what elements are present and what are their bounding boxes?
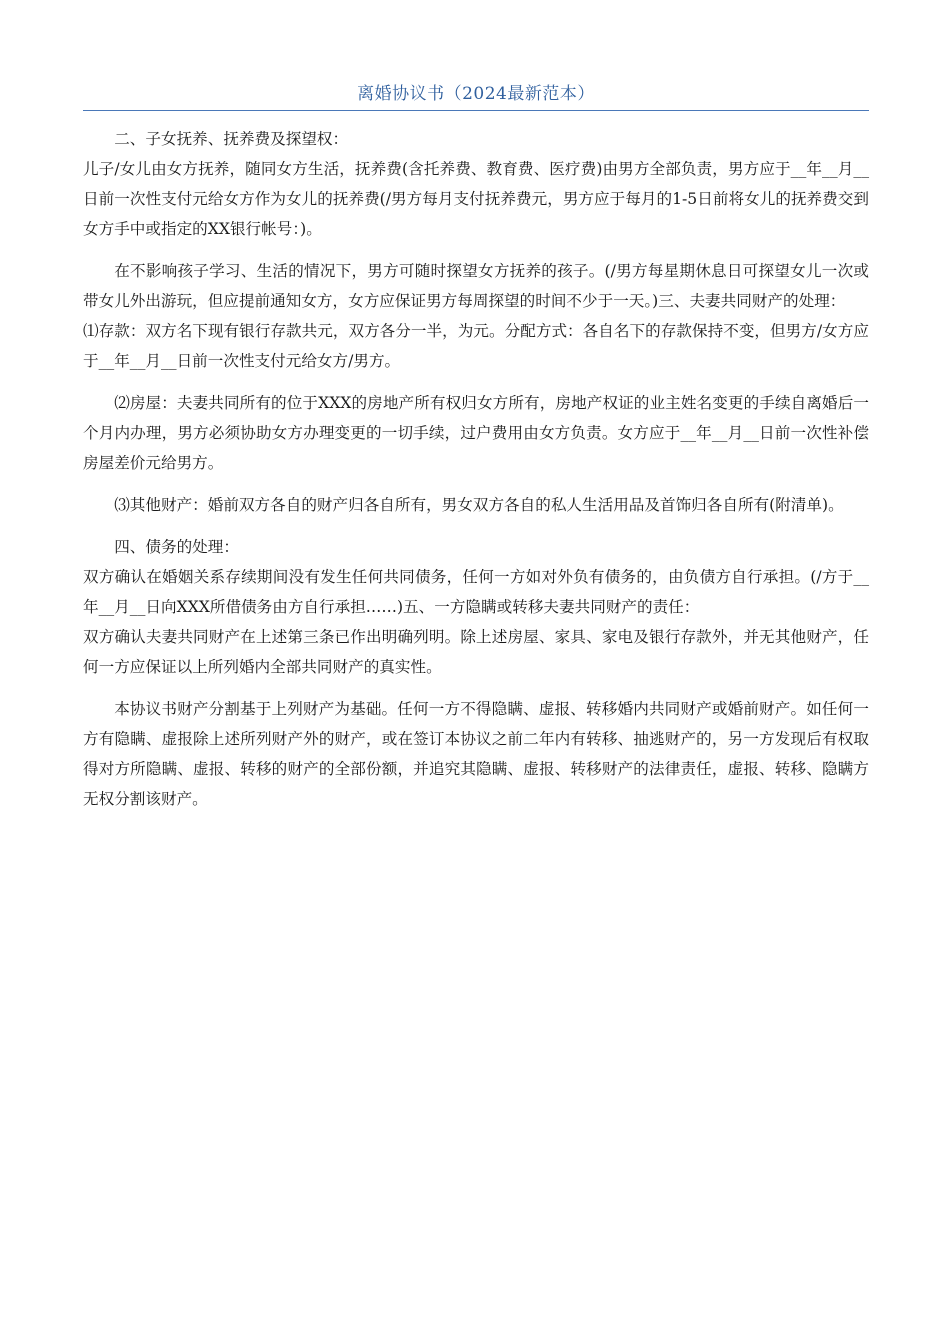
document-body [83, 124, 869, 826]
page-header [83, 80, 869, 111]
paragraph-property-division: 本协议书财产分割基于上列财产为基础。任何一方不得隐瞒、虚报、转移婚内共同财产或婚前财产。如任何一方有隐瞒、虚报除上述所列财产外的财产，或在签订本协议之前二年内有转移、抽逃财产的，另一方发现后有权取得对方所隐瞒、虚报、转移的财产的全部份额，并追究其隐瞒、虚报、转移财产的法律责任，虚报、转移、隐瞒方无权分割该财产。 [83, 700, 869, 808]
section-heading-debts: 四、债务的处理： [114, 538, 239, 556]
paragraph-other-property: ⑶其他财产：婚前双方各自的财产归各自所有，男女双方各自的私人生活用品及首饰归各自所有(附清单)。 [114, 496, 844, 514]
paragraph-property-confirmation: 双方确认夫妻共同财产在上述第三条已作出明确列明。除上述房屋、家具、家电及银行存款外，并无其他财产，任何一方应保证以上所列婚内全部共同财产的真实性。 [83, 628, 869, 676]
paragraph-house: ⑵房屋：夫妻共同所有的位于XXX的房地产所有权归女方所有，房地产权证的业主姓名变更的手续自离婚后一个月内办理，男方必须协助女方办理变更的一切手续，过户费用由女方负责。女方应于__年__月__日前一次性补偿房屋差价元给男方。 [83, 394, 869, 472]
page-title: 离婚协议书（2024最新范本） [357, 84, 595, 104]
paragraph-visitation: 在不影响孩子学习、生活的情况下，男方可随时探望女方抚养的孩子。(/男方每星期休息日可探望女儿一次或带女儿外出游玩，但应提前通知女方，女方应保证男方每周探望的时间不少于一天。)三、夫妻共同财产的处理： [83, 262, 869, 310]
section-heading-children: 二、子女抚养、抚养费及探望权： [114, 130, 349, 148]
paragraph-savings: ⑴存款：双方名下现有银行存款共元，双方各分一半，为元。分配方式：各自名下的存款保持不变，但男方/女方应于__年__月__日前一次性支付元给女方/男方。 [83, 322, 869, 370]
paragraph-child-support: 儿子/女儿由女方抚养，随同女方生活，抚养费(含托养费、教育费、医疗费)由男方全部负责，男方应于__年__月__日前一次性支付元给女方作为女儿的抚养费(/男方每月支付抚养费元，男方应于每月的1-5日前将女儿的抚养费交到女方手中或指定的XX银行帐号：)。 [83, 160, 869, 238]
paragraph-debts: 双方确认在婚姻关系存续期间没有发生任何共同债务，任何一方如对外负有债务的，由负债方自行承担。(/方于__年__月__日向XXX所借债务由方自行承担……)五、一方隐瞒或转移夫妻共同财产的责任： [83, 568, 869, 616]
